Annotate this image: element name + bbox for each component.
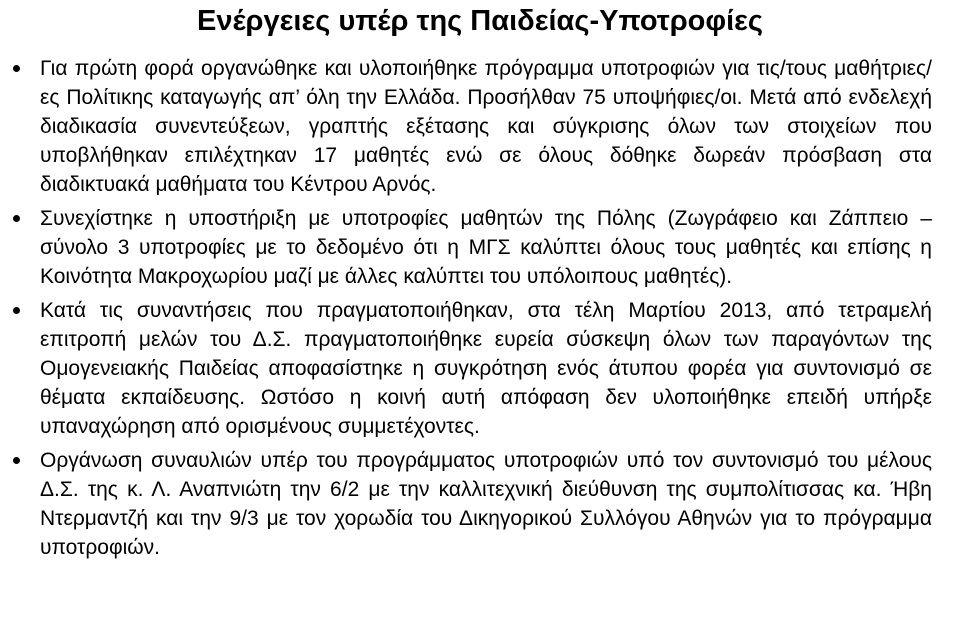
slide-title: Ενέργειες υπέρ της Παιδείας-Υποτροφίες (197, 5, 763, 37)
bullet-list (40, 54, 932, 567)
bullet-scholarship-program: Για πρώτη φορά οργανώθηκε και υλοποιήθηκε πρόγραμμα υποτροφιών για τις/τους μαθήτριες/ες Πολίτικης καταγωγής απ’ όλη την Ελλάδα. Προσήλθαν 75 υποψήφιες/οι. Μετά από ενδελεχή διαδικασία συνεντεύξεων, γραπτής εξέτασης και σύγκρισης όλων των στοιχείων που υποβλήθηκαν επιλέχτηκαν 17 μαθητές ενώ σε όλους δόθηκε δωρεάν πρόσβαση στα διαδικτυακά μαθήματα του Κέντρου Αρνός. (40, 54, 932, 199)
bullet-education-meeting: Κατά τις συναντήσεις που πραγματοποιήθηκαν, στα τέλη Μαρτίου 2013, από τετραμελή επιτροπή μελών του Δ.Σ. πραγματοποιήθηκε ευρεία σύσκεψη όλων των παραγόντων της Ομογενειακής Παιδείας αποφασίστηκε η συγκρότηση ενός άτυπου φορέα για συντονισμό σε θέματα εκπαίδευσης. Ωστόσο η κοινή αυτή απόφαση δεν υλοποιήθηκε επειδή υπήρξε υπαναχώρηση από ορισμένους συμμετέχοντες. (40, 296, 932, 441)
bullet-istanbul-students-support: Συνεχίστηκε η υποστήριξη με υποτροφίες μαθητών της Πόλης (Ζωγράφειο και Ζάππειο – σύνολο 3 υποτροφίες με το δεδομένο ότι η ΜΓΣ καλύπτει όλους τους μαθητές και επίσης η Κοινότητα Μακροχωρίου μαζί με άλλες καλύπτει του υπόλοιπους μαθητές). (40, 204, 932, 291)
bullet-concerts: Οργάνωση συναυλιών υπέρ του προγράμματος υποτροφιών υπό τον συντονισμό του μέλους Δ.Σ. της κ. Λ. Αναπνιώτη την 6/2 με την καλλιτεχνική διεύθυνση της συμπολίτισσας κα. Ήβη Ντερμαντζή και την 9/3 με τον χορωδία του Δικηγορικού Συλλόγου Αθηνών για το πρόγραμμα υποτροφιών. (40, 446, 932, 562)
